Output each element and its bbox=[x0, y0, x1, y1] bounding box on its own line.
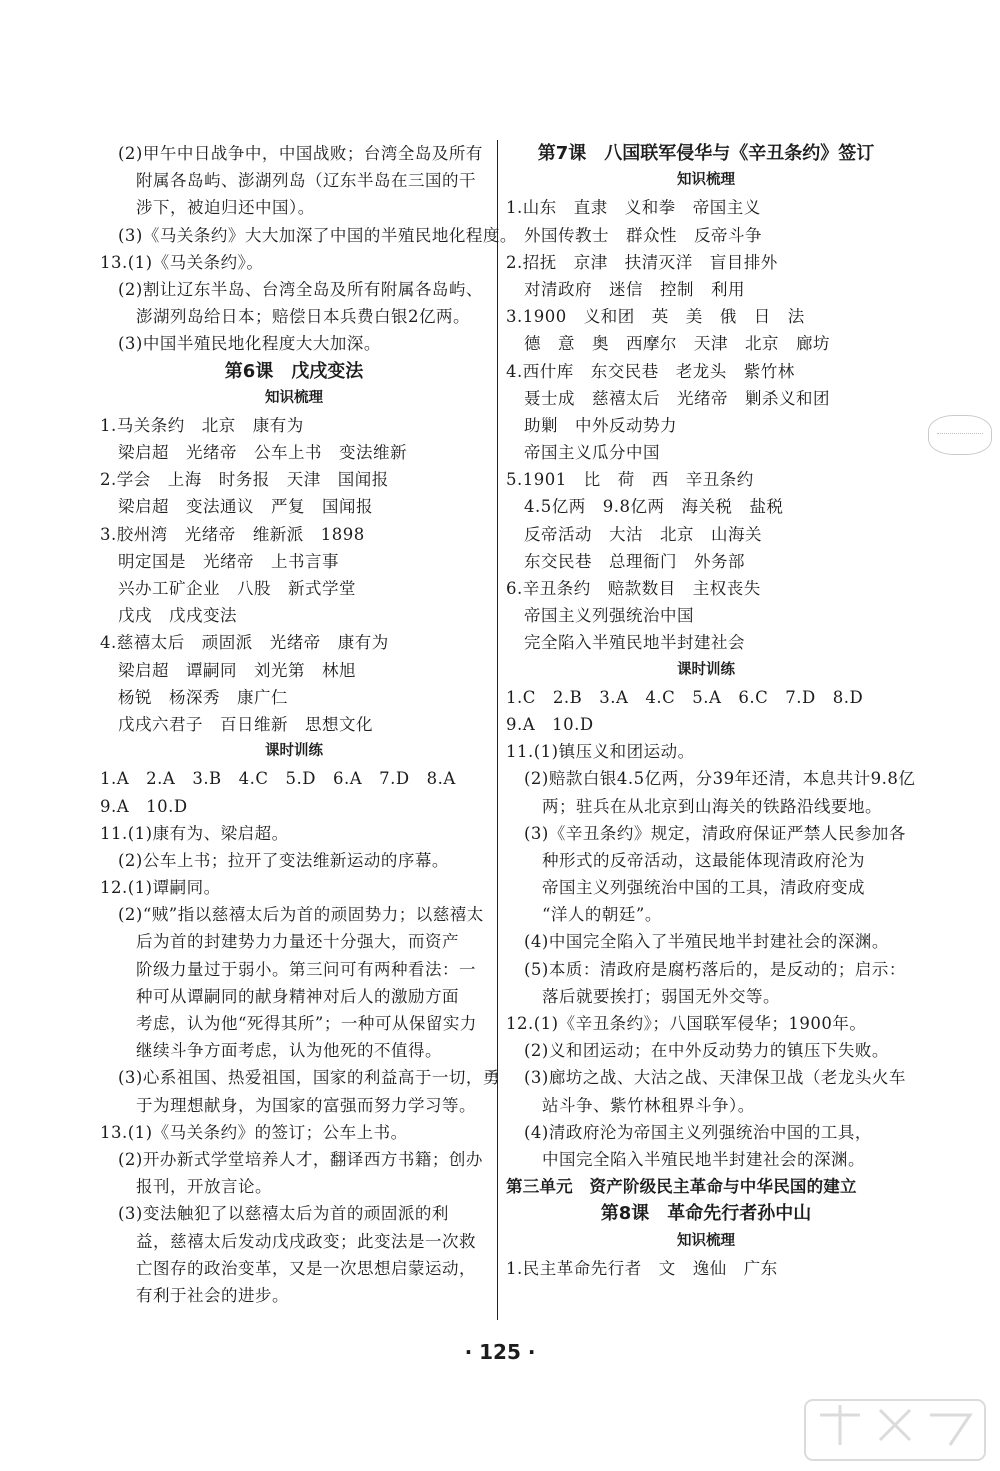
text-line: 兴办工矿企业 八股 新式学堂 bbox=[118, 579, 356, 598]
text-line: 反帝活动 大沽 北京 山海关 bbox=[524, 524, 762, 544]
text-line: “洋人的朝廷”。 bbox=[542, 905, 662, 925]
text-line: (2)“贼”指以慈禧太后为首的顽固势力；以慈禧太 bbox=[118, 905, 484, 925]
text-line: 12.(1)《辛丑条约》；八国联军侵华；1900年。 bbox=[506, 1014, 867, 1033]
text-line: 戊戌 戊戌变法 bbox=[118, 606, 237, 626]
section-heading: 课时训练 bbox=[677, 661, 735, 678]
text-line: 外国传教士 群众性 反帝斗争 bbox=[524, 225, 762, 245]
text-line: (2)割让辽东半岛、台湾全岛及所有附属各岛屿、 bbox=[118, 279, 483, 299]
page-number: · 125 · bbox=[464, 1340, 536, 1364]
text-line: (4)清政府沦为帝国主义列强统治中国的工具， bbox=[524, 1122, 872, 1142]
seal-stamp bbox=[928, 415, 992, 455]
text-line: 两；驻兵在从北京到山海关的铁路沿线要地。 bbox=[542, 796, 882, 816]
text-line: 1.山东 直隶 义和拳 帝国主义 bbox=[506, 198, 761, 218]
text-line: 2.学会 上海 时务报 天津 国闻报 bbox=[100, 470, 389, 490]
text-line: 9.A 10.D bbox=[100, 796, 188, 816]
section-heading: 知识梳理 bbox=[265, 389, 323, 406]
text-line: 继续斗争方面考虑，认为他死的不值得。 bbox=[136, 1041, 442, 1061]
text-line: 4.西什库 东交民巷 老龙头 紫竹林 bbox=[506, 361, 795, 381]
text-line: (2)开办新式学堂培养人才，翻译西方书籍；创办 bbox=[118, 1149, 483, 1169]
text-line: 1.马关条约 北京 康有为 bbox=[100, 415, 304, 435]
lesson-title: 第6课 戊戌变法 bbox=[224, 360, 364, 382]
text-line: (3)《马关条约》大大加深了中国的半殖民地化程度。 bbox=[118, 225, 517, 245]
text-line: 梁启超 变法通议 严复 国闻报 bbox=[118, 497, 373, 517]
text-line: 5.1901 比 荷 西 辛丑条约 bbox=[506, 470, 754, 490]
text-line: 站斗争、紫竹林租界斗争）。 bbox=[542, 1095, 755, 1115]
text-line: 13.(1)《马关条约》的签订；公车上书。 bbox=[100, 1122, 408, 1142]
text-line: (2)赔款白银4.5亿两，分39年还清，本息共计9.8亿 bbox=[524, 769, 916, 789]
unit-title: 第三单元 资产阶级民主革命与中华民国的建立 bbox=[506, 1177, 857, 1197]
text-line: 4.5亿两 9.8亿两 海关税 盐税 bbox=[524, 497, 784, 517]
text-line: 戊戌六君子 百日维新 思想文化 bbox=[118, 714, 373, 734]
text-line: 4.慈禧太后 顽固派 光绪帝 康有为 bbox=[100, 633, 389, 653]
text-line: 1.民主革命先行者 文 逸仙 广东 bbox=[506, 1258, 778, 1278]
text-line: (2)义和团运动；在中外反动势力的镇压下失败。 bbox=[524, 1041, 889, 1061]
text-line: 亡图存的政治变革，又是一次思想启蒙运动， bbox=[136, 1258, 476, 1278]
text-line: 有利于社会的进步。 bbox=[136, 1285, 289, 1305]
text-line: 6.辛丑条约 赔款数目 主权丧失 bbox=[506, 579, 761, 598]
text-line: 3.胶州湾 光绪帝 维新派 1898 bbox=[100, 524, 365, 544]
text-line: 梁启超 谭嗣同 刘光第 林旭 bbox=[118, 660, 356, 680]
text-line: 对清政府 迷信 控制 利用 bbox=[524, 279, 745, 299]
text-line: 13.(1)《马关条约》。 bbox=[100, 252, 264, 272]
text-line: 涉下，被迫归还中国）。 bbox=[136, 198, 315, 218]
text-line: 阶级力量过于弱小。第三问可有两种看法：一 bbox=[136, 959, 476, 979]
section-heading: 知识梳理 bbox=[677, 172, 735, 189]
text-line: (2)甲午中日战争中，中国战败；台湾全岛及所有 bbox=[118, 144, 483, 163]
text-line: 中国完全陷入半殖民地半封建社会的深渊。 bbox=[542, 1149, 865, 1169]
text-line: 考虑，认为他“死得其所”；一种可从保留实力 bbox=[136, 1014, 477, 1033]
section-heading: 知识梳理 bbox=[677, 1232, 735, 1249]
watermark-logo bbox=[800, 1395, 990, 1465]
text-line: 后为首的封建势力力量还十分强大，而资产 bbox=[136, 932, 459, 952]
text-line: 种形式的反帝活动，这最能体现清政府沦为 bbox=[542, 850, 865, 870]
text-line: 附属各岛屿、澎湖列岛（辽东半岛在三国的干 bbox=[136, 171, 476, 191]
text-line: 帝国主义瓜分中国 bbox=[524, 443, 660, 463]
text-line: 2.招抚 京津 扶清灭洋 盲目排外 bbox=[506, 252, 778, 272]
text-line: 9.A 10.D bbox=[506, 714, 594, 734]
text-line: 3.1900 义和团 英 美 俄 日 法 bbox=[506, 307, 805, 327]
text-line: 落后就要挨打；弱国无外交等。 bbox=[542, 986, 780, 1006]
text-line: (4)中国完全陷入了半殖民地半封建社会的深渊。 bbox=[524, 932, 889, 952]
text-line: 报刊，开放言论。 bbox=[136, 1177, 272, 1197]
text-line: (3)中国半殖民地化程度大大加深。 bbox=[118, 334, 381, 354]
text-line: 1.C 2.B 3.A 4.C 5.A 6.C 7.D 8.D bbox=[506, 687, 864, 707]
text-line: 于为理想献身，为国家的富强而努力学习等。 bbox=[136, 1095, 476, 1115]
text-line: 杨锐 杨深秀 康广仁 bbox=[118, 687, 288, 707]
lesson-title: 第7课 八国联军侵华与《辛丑条约》签订 bbox=[537, 143, 875, 164]
text-line: 帝国主义列强统治中国的工具，清政府变成 bbox=[542, 878, 865, 898]
text-line: 明定国是 光绪帝 上书言事 bbox=[118, 551, 339, 571]
text-line: (3)廊坊之战、大沽之战、天津保卫战（老龙头火车 bbox=[524, 1068, 906, 1088]
text-line: 聂士成 慈禧太后 光绪帝 剿杀义和团 bbox=[524, 388, 830, 408]
text-line: (2)公车上书；拉开了变法维新运动的序幕。 bbox=[118, 850, 449, 870]
text-line: (3)心系祖国、热爱祖国，国家的利益高于一切，勇 bbox=[118, 1068, 500, 1088]
section-heading: 课时训练 bbox=[265, 743, 323, 760]
text-line: 11.(1)镇压义和团运动。 bbox=[506, 742, 695, 762]
text-line: 12.(1)谭嗣同。 bbox=[100, 878, 221, 898]
text-line: (3)《辛丑条约》规定，清政府保证严禁人民参加各 bbox=[524, 823, 906, 843]
text-line: 德 意 奥 西摩尔 天津 北京 廊坊 bbox=[524, 334, 830, 354]
text-line: 助剿 中外反动势力 bbox=[524, 415, 677, 435]
right-column bbox=[506, 140, 916, 1282]
lesson-title: 第8课 革命先行者孙中山 bbox=[600, 1203, 812, 1225]
text-line: 帝国主义列强统治中国 bbox=[524, 606, 694, 626]
text-line: 益，慈禧太后发动戊戌政变；此变法是一次救 bbox=[136, 1231, 476, 1251]
text-line: (5)本质：清政府是腐朽落后的，是反动的；启示： bbox=[524, 959, 906, 979]
text-line: 种可从谭嗣同的献身精神对后人的激励方面 bbox=[136, 986, 459, 1006]
text-line: 东交民巷 总理衙门 外务部 bbox=[524, 551, 745, 571]
text-line: 1.A 2.A 3.B 4.C 5.D 6.A 7.D 8.A bbox=[100, 769, 456, 789]
text-line: 澎湖列岛给日本；赔偿日本兵费白银2亿两。 bbox=[136, 307, 470, 327]
text-line: 完全陷入半殖民地半封建社会 bbox=[524, 633, 745, 653]
text-line: 11.(1)康有为、梁启超。 bbox=[100, 823, 289, 843]
text-line: (3)变法触犯了以慈禧太后为首的顽固派的利 bbox=[118, 1204, 449, 1224]
text-line: 梁启超 光绪帝 公车上书 变法维新 bbox=[118, 443, 407, 463]
column-divider bbox=[497, 140, 498, 1320]
left-column bbox=[100, 140, 517, 1309]
page-number-value: 125 bbox=[479, 1340, 521, 1364]
